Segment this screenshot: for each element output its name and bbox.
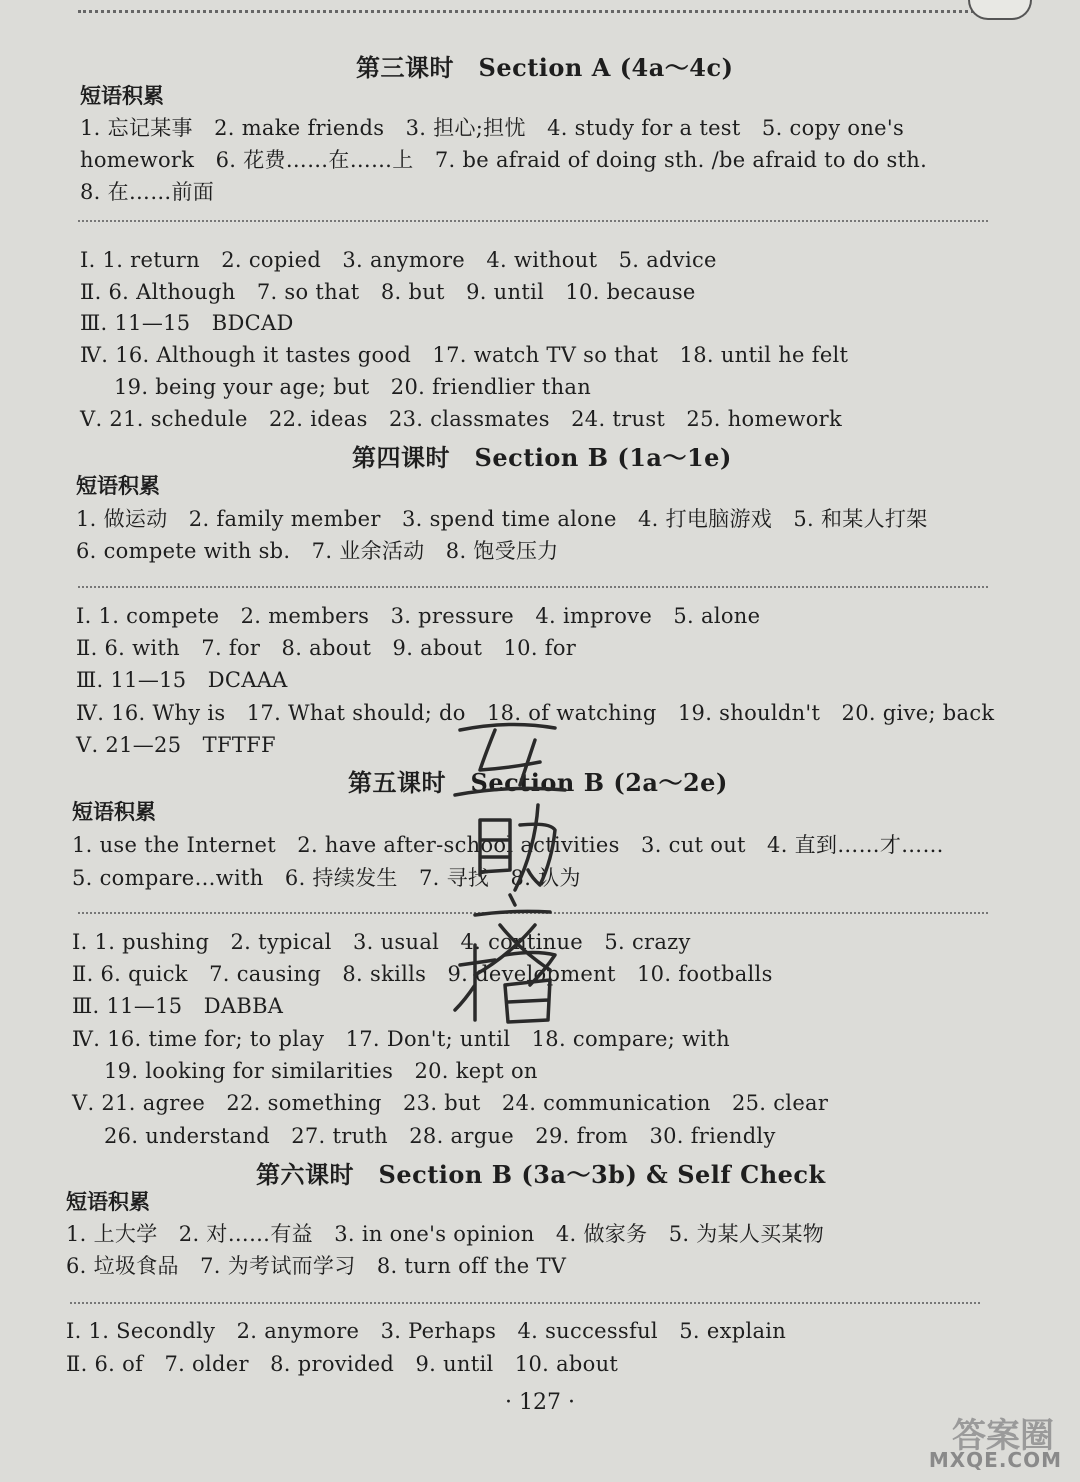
divider — [70, 1302, 980, 1304]
answer-line: 19. being your age; but 20. friendlier than — [114, 375, 592, 399]
answer-line: Ⅱ. 6. of 7. older 8. provided 9. until 10. about — [66, 1352, 619, 1376]
phrase-line: 5. compare…with 6. 持续发生 7. 寻找 8. 认为 — [72, 866, 581, 890]
section-title: 第三课时 Section A (4a～4c) — [356, 53, 734, 82]
page-number: · 127 · — [505, 1390, 575, 1415]
answer-line: Ⅴ. 21. schedule 22. ideas 23. classmates 24. trust 25. homework — [80, 407, 842, 431]
phrase-line: 1. use the Internet 2. have after-school activities 3. cut out 4. 直到……才…… — [72, 833, 944, 857]
phrase-line: 6. compete with sb. 7. 业余活动 8. 饱受压力 — [76, 539, 559, 563]
answer-line: Ⅰ. 1. Secondly 2. anymore 3. Perhaps 4. successful 5. explain — [66, 1319, 787, 1343]
answer-line: Ⅳ. 16. Although it tastes good 17. watch TV so that 18. until he felt — [80, 343, 849, 367]
section-title: 第四课时 Section B (1a～1e) — [352, 443, 732, 472]
divider — [78, 220, 988, 222]
phrase-line: 8. 在……前面 — [80, 180, 215, 204]
answer-line: Ⅴ. 21—25 TFTFF — [76, 733, 276, 757]
answer-line: Ⅳ. 16. Why is 17. What should; do 18. of watching 19. shouldn't 20. give; back — [76, 701, 995, 725]
divider — [78, 586, 988, 588]
phrase-line: 1. 上大学 2. 对……有益 3. in one's opinion 4. 做家务 5. 为某人买某物 — [66, 1222, 825, 1246]
phrase-heading: 短语积累 — [76, 473, 160, 498]
watermark-url: MXQE.COM — [928, 1448, 1062, 1472]
answer-line: Ⅳ. 16. time for; to play 17. Don't; until 18. compare; with — [72, 1027, 730, 1051]
answer-line: 19. looking for similarities 20. kept on — [104, 1059, 538, 1083]
section-title: 第五课时 Section B (2a～2e) — [348, 768, 728, 797]
answer-line: 26. understand 27. truth 28. argue 29. from 30. friendly — [104, 1124, 776, 1148]
phrase-heading: 短语积累 — [80, 83, 164, 108]
page-corner-decoration — [968, 0, 1032, 20]
answer-line: Ⅰ. 1. compete 2. members 3. pressure 4. improve 5. alone — [76, 604, 761, 628]
section-title: 第六课时 Section B (3a～3b) & Self Check — [256, 1160, 826, 1189]
answer-line: Ⅰ. 1. pushing 2. typical 3. usual 4. continue 5. crazy — [72, 930, 691, 954]
watermark-logo: 答案圈 — [952, 1416, 1054, 1456]
answer-line: Ⅱ. 6. Although 7. so that 8. but 9. until 10. because — [80, 280, 696, 304]
answer-line: Ⅴ. 21. agree 22. something 23. but 24. communication 25. clear — [72, 1091, 829, 1115]
answer-line: Ⅱ. 6. with 7. for 8. about 9. about 10. for — [76, 636, 577, 660]
phrase-heading: 短语积累 — [66, 1189, 150, 1214]
top-rule — [78, 10, 998, 13]
handwriting-mark — [440, 700, 580, 1030]
answer-line: Ⅲ. 11—15 DCAAA — [76, 668, 288, 692]
phrase-line: 1. 做运动 2. family member 3. spend time alone 4. 打电脑游戏 5. 和某人打架 — [76, 507, 928, 531]
answer-line: Ⅰ. 1. return 2. copied 3. anymore 4. without 5. advice — [80, 248, 717, 272]
phrase-line: 6. 垃圾食品 7. 为考试而学习 8. turn off the TV — [66, 1254, 567, 1278]
phrase-line: homework 6. 花费……在……上 7. be afraid of doing sth. /be afraid to do sth. — [80, 148, 928, 172]
answer-line: Ⅲ. 11—15 BDCAD — [80, 311, 294, 335]
answer-line: Ⅱ. 6. quick 7. causing 8. skills 9. development 10. footballs — [72, 962, 773, 986]
answer-line: Ⅲ. 11—15 DABBA — [72, 994, 284, 1018]
phrase-heading: 短语积累 — [72, 799, 156, 824]
phrase-line: 1. 忘记某事 2. make friends 3. 担心;担忧 4. study for a test 5. copy one's — [80, 116, 905, 140]
